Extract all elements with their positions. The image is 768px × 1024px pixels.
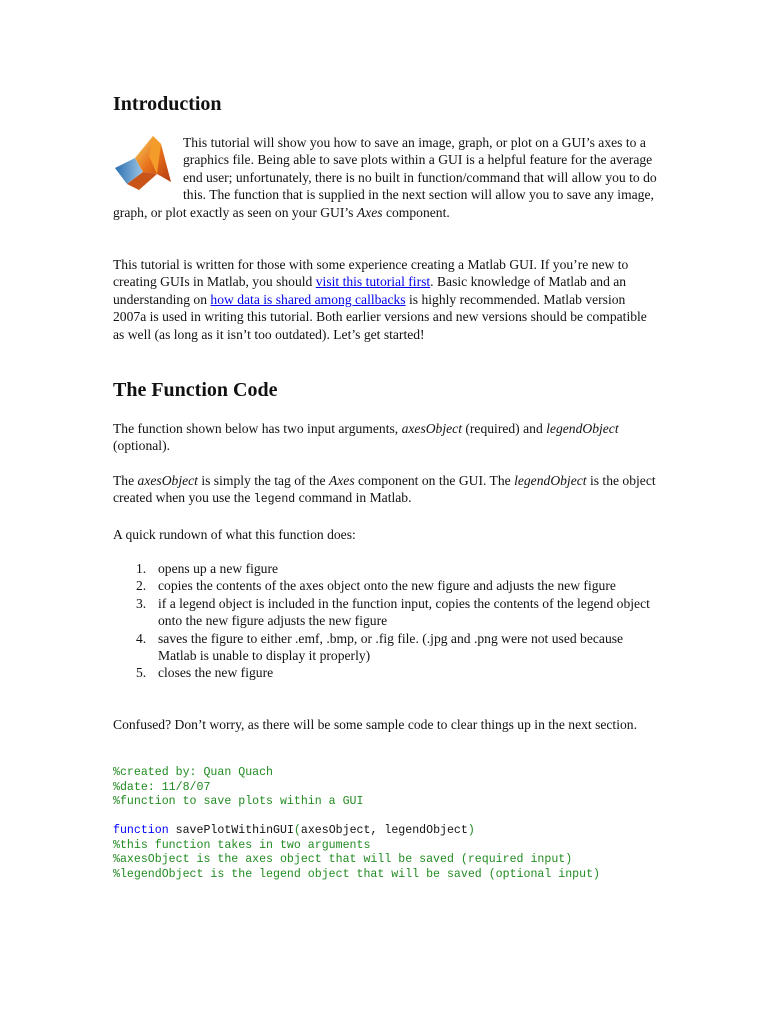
code-comment-line: %axesObject is the axes object that will be saved (required input) (113, 853, 573, 866)
legend-command: legend (253, 493, 296, 507)
paren-close: ) (467, 824, 475, 837)
axes-object-paragraph (113, 472, 658, 509)
intro-heading: Introduction (113, 93, 222, 115)
function-keyword: function (113, 824, 169, 837)
knowledge-text: . Basic knowledge of Matlab and an understanding on (113, 274, 627, 307)
list-item (113, 577, 658, 594)
list-text: opens up a new figure (158, 561, 279, 576)
function-args: axesObject, legendObject (300, 824, 468, 837)
intro-text: This tutorial will show you how to save an image, graph, or plot on a GUI’s axes to a graphics file. Being able to save plots within a GUI is a helpful feature for the average end user; unfortunately, there is no built in function/command that will allow you to do this. The function that is supplied in the next section will allow you to save any image, graph, or plot exactly as seen on your GUI’s (113, 135, 657, 220)
args-text-3: (optional). (113, 438, 171, 454)
intro-paragraph-2 (113, 256, 658, 343)
matlab-logo-icon (113, 134, 175, 194)
rundown-intro (113, 526, 658, 543)
code-comment-line: %function to save plots within a GUI (113, 795, 364, 808)
axes-desc-text-2: is simply the tag of the (197, 473, 329, 488)
code-comment-line: %this function takes in two arguments (113, 838, 371, 852)
list-item (113, 664, 658, 681)
intro-paragraph-1 (113, 134, 658, 221)
list-text: closes the new figure (158, 665, 274, 681)
list-number: 1. (136, 561, 147, 576)
list-number: 2. (136, 578, 147, 594)
axes-object-term: axesObject (401, 421, 462, 436)
axes-desc-text-3: component on the GUI. The (354, 473, 515, 488)
rundown-text: A quick rundown of what this function does: (113, 527, 356, 542)
data-shared-callbacks-link[interactable]: how data is shared among callbacks (210, 291, 406, 307)
function-args-paragraph (113, 420, 658, 455)
code-block-function (113, 824, 673, 882)
confused-paragraph (113, 716, 658, 733)
code-block-header (113, 766, 673, 810)
list-item (113, 595, 658, 630)
code-comment-line: %created by: Quan Quach (113, 766, 274, 779)
code-comment-line: %legendObject is the legend object that will be saved (optional input) (113, 867, 601, 881)
args-text-2: (required) and (461, 421, 547, 436)
version-text: is highly recommended. Matlab version 2007a is used in writing this tutorial. Both earlier versions and new versions should be compatible as well (as long as it isn’t too outdated). Let’s get started! (113, 291, 647, 342)
function-code-heading: The Function Code (113, 379, 278, 401)
paren-open: ( (293, 824, 301, 837)
axes-desc-text-4: is the object created when you use the (113, 473, 656, 506)
code-comment-line: %date: 11/8/07 (113, 780, 211, 794)
list-text: copies the contents of the axes object onto the new figure and adjusts the new figure (158, 578, 616, 594)
tutorial-first-link[interactable]: visit this tutorial first (315, 274, 431, 290)
list-item (113, 630, 658, 665)
list-number: 3. (136, 595, 147, 611)
axes-desc-text-5: command in Matlab. (295, 490, 412, 506)
axes-term-2: Axes (328, 473, 355, 488)
axes-object-term-2: axesObject (137, 473, 198, 488)
confused-text: Confused? Don’t worry, as there will be some sample code to clear things up in the next section. (113, 717, 637, 732)
function-name: savePlotWithinGUI (168, 824, 294, 837)
list-text: if a legend object is included in the function input, copies the contents of the legend object onto the new figure adjusts the new figure (158, 595, 650, 629)
list-number: 4. (136, 630, 147, 646)
axes-desc-text: The (113, 473, 138, 488)
audience-text: This tutorial is written for those with some experience creating a Matlab GUI. If you’re new to creating GUIs in Matlab, you should (113, 257, 629, 290)
intro-text-end: component. (382, 204, 450, 220)
legend-object-term: legendObject (546, 421, 619, 436)
args-text: The function shown below has two input arguments, (113, 421, 402, 436)
list-text: saves the figure to either .emf, .bmp, or .fig file. (.jpg and .png were not used because Matlab is unable to display it properly) (158, 630, 624, 664)
function-signature-line (113, 824, 673, 839)
legend-object-term-2: legendObject (514, 473, 587, 488)
axes-term: Axes (356, 204, 383, 220)
list-item (113, 560, 658, 577)
list-number: 5. (136, 665, 147, 681)
steps-list (113, 560, 658, 682)
